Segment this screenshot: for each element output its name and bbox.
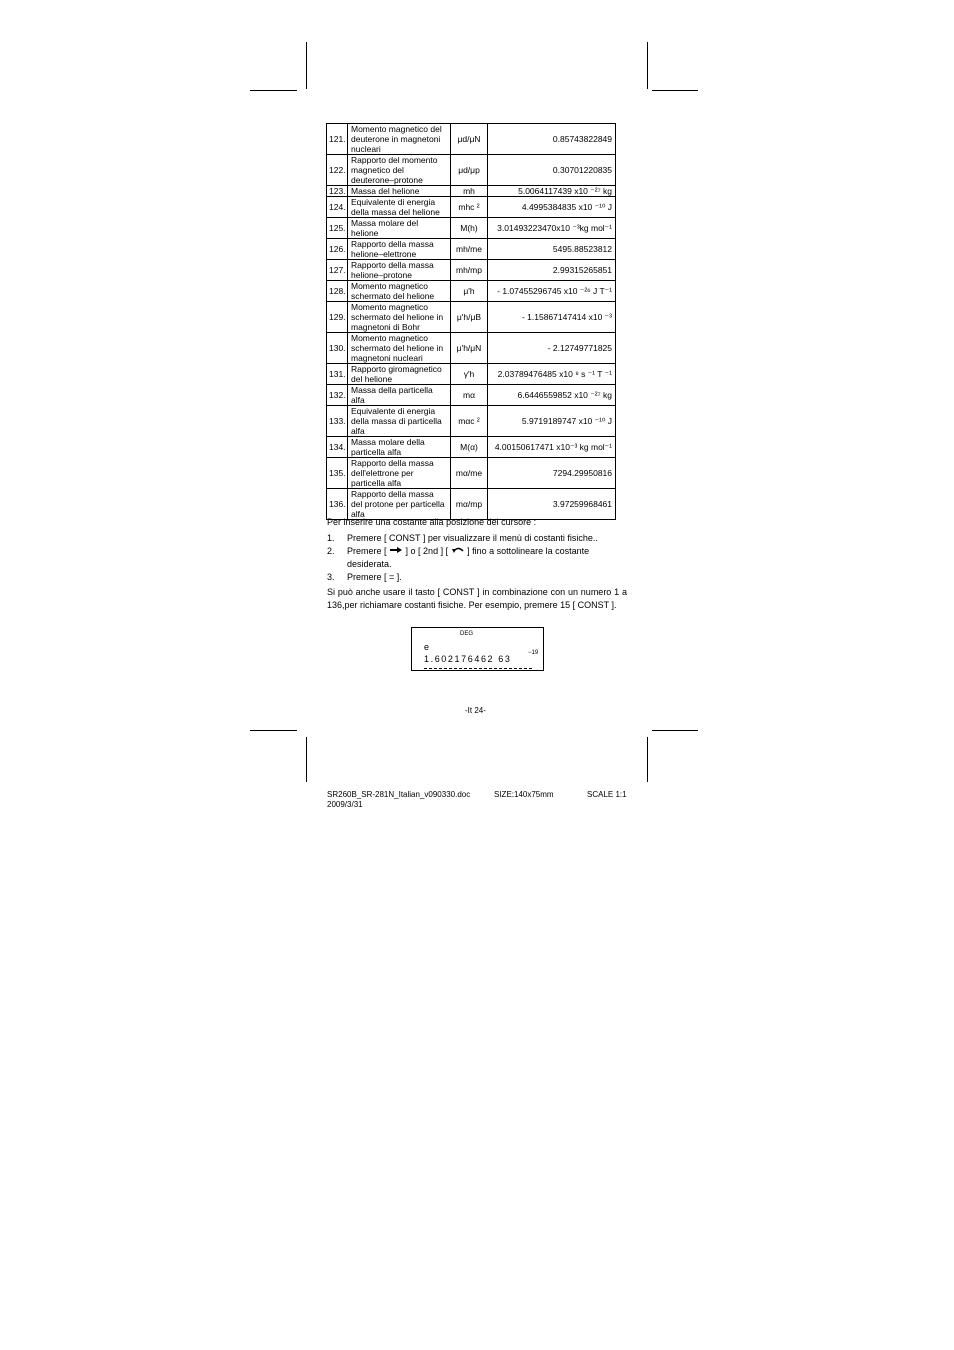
constant-symbol: μd/μN (451, 124, 488, 155)
step-number: 1. (327, 533, 335, 543)
table-row (327, 155, 616, 186)
table-row (327, 281, 616, 302)
constant-value: 0.85743822849 (488, 124, 616, 155)
right-arrow-key-icon (389, 546, 403, 554)
note-text: Si può anche usare il tasto [ CONST ] in combinazione con un numero 1 a 136,per richiamare costanti fisiche. Per esempio, premere 15 [ CONST ]. (327, 587, 627, 610)
step-text: Premere [ = ]. (347, 572, 402, 582)
table-row (327, 458, 616, 489)
row-number: 133. (327, 406, 348, 437)
constant-value: 6.6446559852 x10 ⁻²⁷ kg (488, 385, 616, 406)
constant-symbol: e (424, 642, 430, 652)
row-number: 136. (327, 489, 348, 520)
constant-value: 0.30701220835 (488, 155, 616, 186)
constant-symbol: γ'h (451, 364, 488, 385)
constants-table (326, 123, 616, 520)
constant-symbol: μ'h/μN (451, 333, 488, 364)
row-number: 121. (327, 124, 348, 155)
constant-name: Rapporto giromagnetico del helione (348, 364, 451, 385)
step-number: 3. (327, 572, 335, 582)
constant-symbol: mh/mp (451, 260, 488, 281)
footer-date: 2009/3/31 (327, 800, 363, 809)
table-row (327, 385, 616, 406)
constant-symbol: μd/μp (451, 155, 488, 186)
step-2 (327, 545, 627, 571)
step-text-post: ] fino a sottolineare la costante desiderata. (347, 546, 590, 569)
table-row (327, 124, 616, 155)
row-number: 125. (327, 218, 348, 239)
constant-symbol: mα/me (451, 458, 488, 489)
display-exponent: −19 (528, 650, 539, 656)
constant-value: 7294.29950816 (488, 458, 616, 489)
constant-value: 3.01493223470x10 ⁻³kg mol⁻¹ (488, 218, 616, 239)
crop-mark (306, 737, 307, 782)
step-text (347, 545, 627, 571)
constant-symbol: mh/me (451, 239, 488, 260)
row-number: 123. (327, 186, 348, 197)
table-row (327, 406, 616, 437)
constant-name: Rapporto del momento magnetico del deuterone–protone (348, 155, 451, 186)
page-number: -It 24- (465, 706, 486, 715)
constant-value: 3.97259968461 (488, 489, 616, 520)
table-row (327, 489, 616, 520)
constant-value: 2.99315265851 (488, 260, 616, 281)
constant-name: Rapporto della massa dell'elettrone per particella alfa (348, 458, 451, 489)
row-number: 126. (327, 239, 348, 260)
constant-symbol: μ'h/μB (451, 302, 488, 333)
row-number: 128. (327, 281, 348, 302)
constant-name: Massa della particella alfa (348, 385, 451, 406)
constant-value: 5.0064117439 x10 ⁻²⁷ kg (488, 186, 616, 197)
constant-name: Momento magnetico schermato del helione in magnetoni nucleari (348, 333, 451, 364)
row-number: 134. (327, 437, 348, 458)
constant-value: - 1.07455296745 x10 ⁻²⁶ J T⁻¹ (488, 281, 616, 302)
display-mantissa: 1.602176462 63 (424, 654, 512, 664)
constant-name: Massa molare della particella alfa (348, 437, 451, 458)
intro-text: Per inserire una costante alla posizione del cursore : (327, 517, 537, 527)
constant-name: Momento magnetico schermato del helione (348, 281, 451, 302)
constant-symbol: mh (451, 186, 488, 197)
constant-value: 2.03789476485 x10 ⁸ s ⁻¹ T ⁻¹ (488, 364, 616, 385)
mode-indicator: DEG (460, 631, 474, 637)
table-row (327, 333, 616, 364)
table-row (327, 437, 616, 458)
constant-symbol: mα (451, 385, 488, 406)
constant-name: Massa del helione (348, 186, 451, 197)
crop-mark (250, 730, 297, 731)
constant-symbol: M(h) (451, 218, 488, 239)
constant-name: Momento magnetico schermato del helione in magnetoni di Bohr (348, 302, 451, 333)
row-number: 122. (327, 155, 348, 186)
row-number: 124. (327, 197, 348, 218)
crop-mark (306, 42, 307, 89)
row-number: 132. (327, 385, 348, 406)
table-row (327, 302, 616, 333)
constant-name: Massa molare del helione (348, 218, 451, 239)
row-number: 127. (327, 260, 348, 281)
crop-mark (647, 42, 648, 89)
step-text-pre: Premere [ (347, 546, 387, 556)
crop-mark (652, 90, 698, 91)
table-row (327, 239, 616, 260)
constant-symbol: M(α) (451, 437, 488, 458)
crop-mark (250, 90, 297, 91)
constant-name: Rapporto della massa del protone per particella alfa (348, 489, 451, 520)
step-number: 2. (327, 546, 335, 556)
crop-mark (647, 737, 648, 782)
table-row (327, 186, 616, 197)
cursor-underline (424, 668, 532, 670)
crop-mark (652, 730, 698, 731)
constant-name: Rapporto della massa helione–elettrone (348, 239, 451, 260)
row-number: 130. (327, 333, 348, 364)
constant-value: 4.4995384835 x10 ⁻¹⁰ J (488, 197, 616, 218)
footer-size: SIZE:140x75mm (494, 790, 554, 799)
footer-file: SR260B_SR-281N_Italian_v090330.doc (327, 790, 471, 799)
constant-symbol: mα/mp (451, 489, 488, 520)
constant-value: 5.9719189747 x10 ⁻¹⁰ J (488, 406, 616, 437)
constant-value: 5495.88523812 (488, 239, 616, 260)
constant-name: Equivalente di energia della massa di particella alfa (348, 406, 451, 437)
calculator-display (411, 627, 544, 671)
table-row (327, 260, 616, 281)
table-row (327, 197, 616, 218)
row-number: 129. (327, 302, 348, 333)
step-text: Premere [ CONST ] per visualizzare il menù di costanti fisiche.. (347, 533, 598, 543)
row-number: 135. (327, 458, 348, 489)
table-row (327, 364, 616, 385)
row-number: 131. (327, 364, 348, 385)
constant-symbol: μ'h (451, 281, 488, 302)
constant-value: 4.00150617471 x10⁻³ kg mol⁻¹ (488, 437, 616, 458)
constant-name: Equivalente di energia della massa del helione (348, 197, 451, 218)
constant-symbol: mαc ² (451, 406, 488, 437)
constant-symbol: mhc ² (451, 197, 488, 218)
constant-name: Rapporto della massa helione–protone (348, 260, 451, 281)
constant-value: - 1.15867147414 x10 ⁻³ (488, 302, 616, 333)
constant-value: - 2.12749771825 (488, 333, 616, 364)
step-text-mid: ] o [ 2nd ] [ (405, 546, 449, 556)
table-row (327, 218, 616, 239)
back-arrow-key-icon (451, 546, 465, 554)
footer-scale: SCALE 1:1 (587, 790, 627, 799)
constant-name: Momento magnetico del deuterone in magnetoni nucleari (348, 124, 451, 155)
